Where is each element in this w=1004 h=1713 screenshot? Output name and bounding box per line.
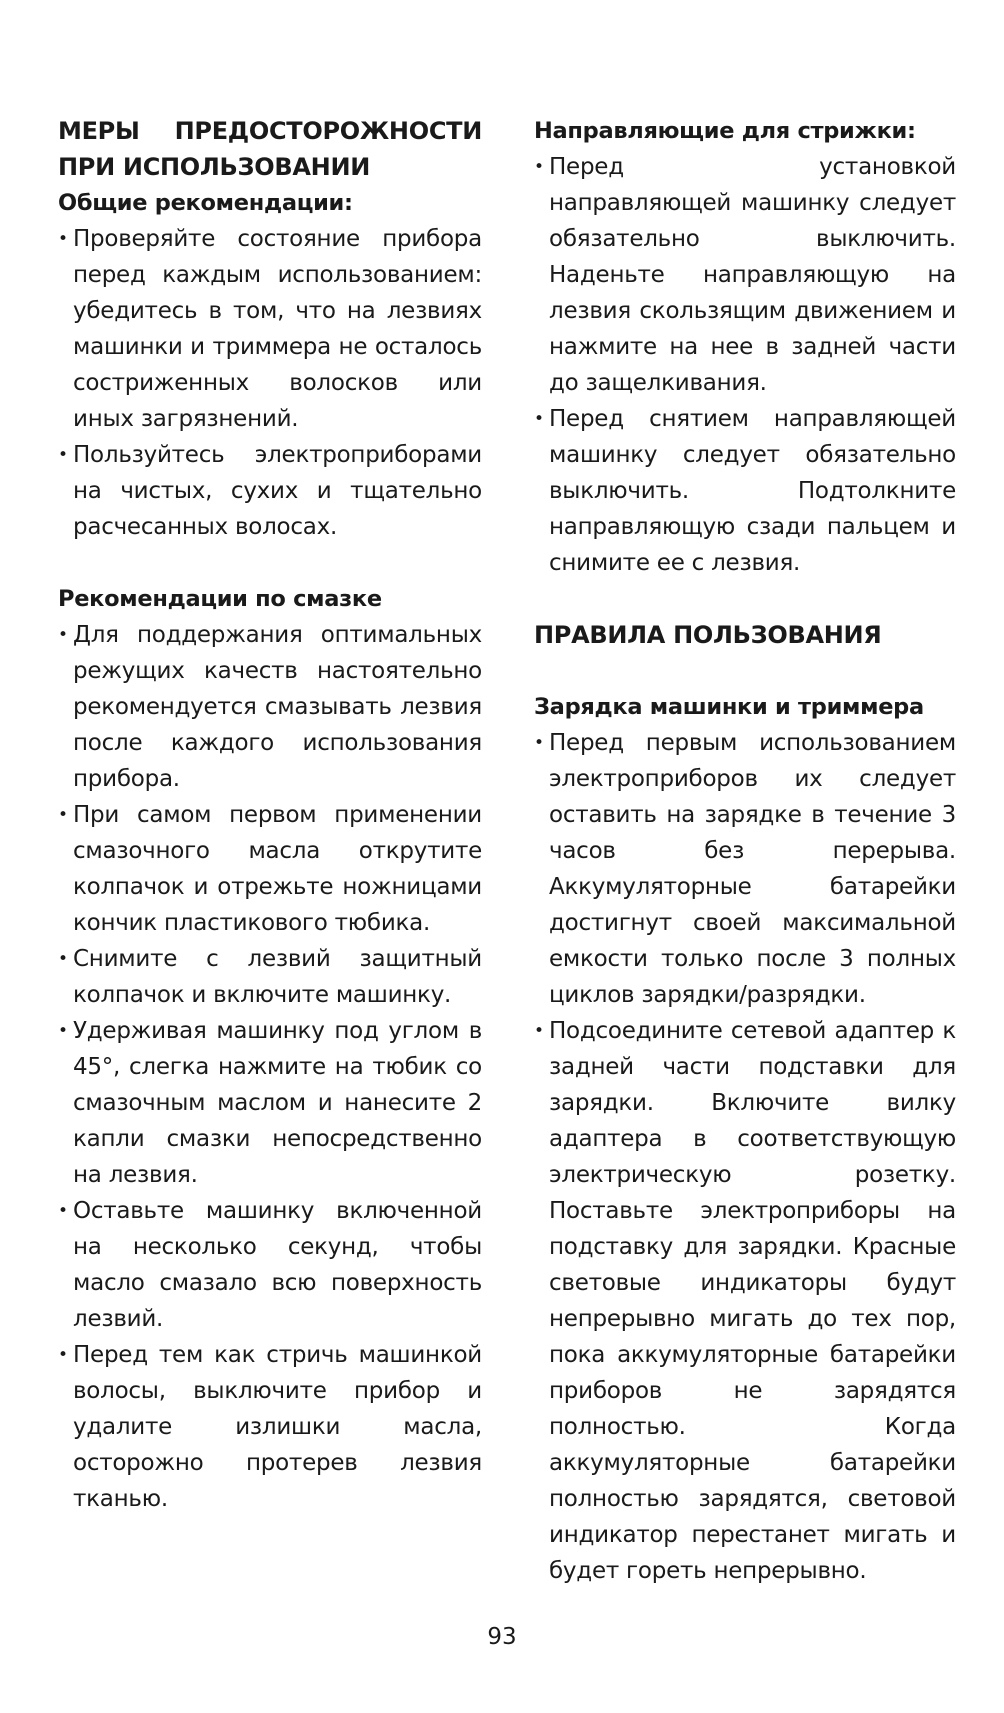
general-recommendations-heading: Общие рекомендации: (58, 190, 353, 216)
charging-heading: Зарядка машинки и триммера (534, 694, 924, 720)
list-item: • Перед установкой направляющей машинку следует обязательно выключить. Наденьте направляющую на лезвия скользящим движением и нажмите на нее в задней части до защелкивания. (534, 149, 956, 401)
lubrication-heading: Рекомендации по смазке (58, 586, 382, 612)
left-column (58, 113, 482, 1517)
list-item: • Пользуйтесь электроприборами на чистых, сухих и тщательно расчесанных волосах. (58, 437, 482, 545)
guides-heading: Направляющие для стрижки: (534, 118, 916, 144)
list-item: • Снимите с лезвий защитный колпачок и включите машинку. (58, 941, 482, 1013)
list-item: • Проверяйте состояние прибора перед каждым использованием: убедитесь в том, что на лезвиях машинки и триммера не осталось состриженных волосков или иных загрязнений. (58, 221, 482, 437)
list-item: • Перед тем как стричь машинкой волосы, выключите прибор и удалите излишки масла, осторожно протерев лезвия тканью. (58, 1337, 482, 1517)
general-recommendations-list (58, 221, 482, 545)
guides-list (534, 149, 956, 581)
list-item: • Оставьте машинку включенной на несколько секунд, чтобы масло смазало всю поверхность лезвий. (58, 1193, 482, 1337)
list-item: • Перед первым использованием электроприборов их следует оставить на зарядке в течение 3 часов без перерыва. Аккумуляторные батарейки достигнут своей максимальной емкости только после 3 полных циклов зарядки/разрядки. (534, 725, 956, 1013)
lubrication-list (58, 617, 482, 1517)
charging-list (534, 725, 956, 1589)
usage-rules-heading: ПРАВИЛА ПОЛЬЗОВАНИЯ (534, 621, 882, 649)
page-number: 93 (487, 1624, 517, 1650)
list-item: • Перед снятием направляющей машинку следует обязательно выключить. Подтолкните направляющую сзади пальцем и снимите ее с лезвия. (534, 401, 956, 581)
precautions-heading: МЕРЫ ПРЕДОСТОРОЖНОСТИ ПРИ ИСПОЛЬЗОВАНИИ (58, 117, 482, 181)
list-item: • Удерживая машинку под углом в 45°, слегка нажмите на тюбик со смазочным маслом и нанесите 2 капли смазки непосредственно на лезвия. (58, 1013, 482, 1193)
list-item: • При самом первом применении смазочного масла открутите колпачок и отрежьте ножницами кончик пластикового тюбика. (58, 797, 482, 941)
right-column (534, 113, 956, 1589)
list-item: • Для поддержания оптимальных режущих качеств настоятельно рекомендуется смазывать лезвия после каждого использования прибора. (58, 617, 482, 797)
list-item: • Подсоедините сетевой адаптер к задней части подставки для зарядки. Включите вилку адаптера в соответствующую электрическую розетку. Поставьте электроприборы на подставку для зарядки. Красные световые индикаторы будут непрерывно мигать до тех пор, пока аккумуляторные батарейки приборов не зарядятся полностью. Когда аккумуляторные батарейки полностью зарядятся, световой индикатор перестанет мигать и будет гореть непрерывно. (534, 1013, 956, 1589)
